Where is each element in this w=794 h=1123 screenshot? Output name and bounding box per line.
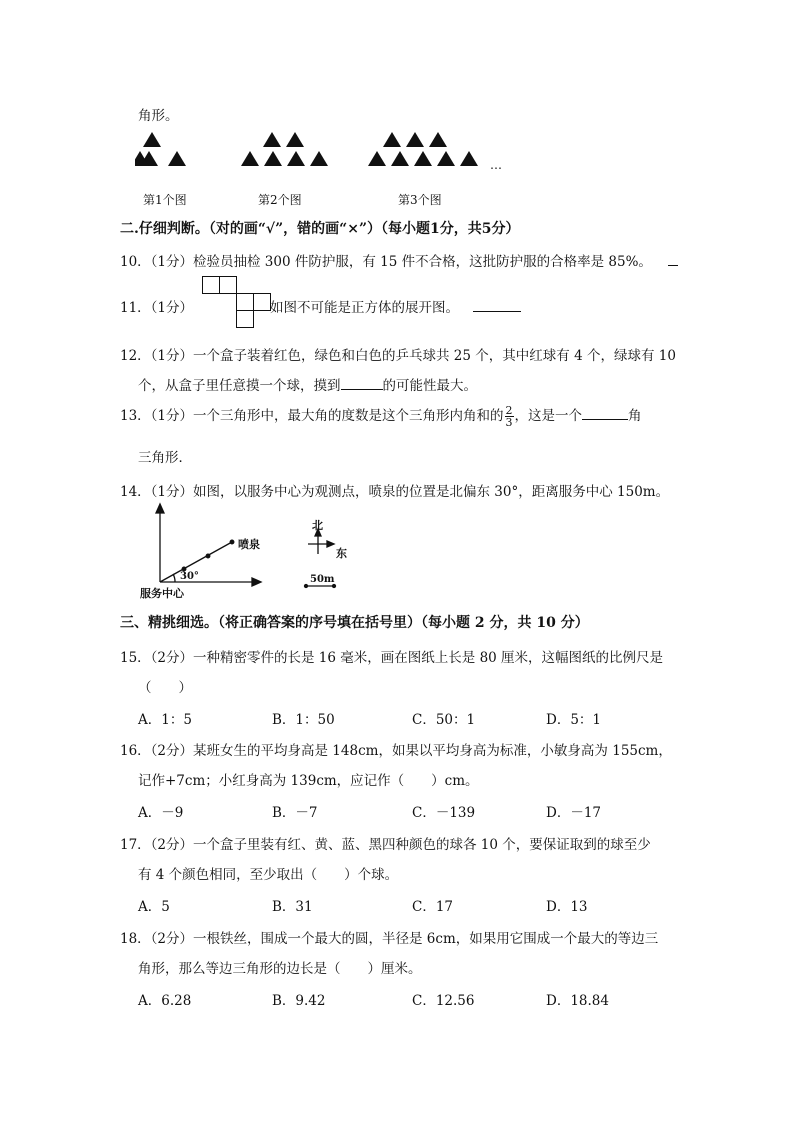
pattern-ellipsis: … bbox=[490, 158, 502, 172]
answer-blank[interactable] bbox=[341, 375, 383, 390]
fraction bbox=[505, 405, 514, 428]
option-c[interactable]: C．12.56 bbox=[412, 993, 475, 1009]
fraction-denominator: 3 bbox=[505, 416, 513, 429]
option-d[interactable]: D．18.84 bbox=[546, 993, 609, 1009]
scale-label: 50m bbox=[310, 574, 335, 585]
question-11-prefix: 11．（1分） bbox=[120, 300, 194, 316]
question-14-text: 14．（1分）如图，以服务中心为观测点，喷泉的位置是北偏东 30°，距离服务中心 150m。 bbox=[120, 484, 670, 500]
question-13-line-2: 三角形． bbox=[138, 450, 192, 466]
section-2-title: 二.仔细判断。（对的画“√”，错的画“×”）（每小题1分，共5分） bbox=[120, 221, 520, 237]
option-c[interactable]: C．－139 bbox=[412, 805, 476, 821]
pattern-label-3: 第3个图 bbox=[398, 193, 442, 207]
triangle-pattern-figure bbox=[135, 125, 525, 210]
question-13-text-b: ，这是一个 bbox=[514, 408, 583, 424]
question-17-line-2: 有 4 个颜色相同，至少取出（ ）个球。 bbox=[138, 867, 399, 883]
question-15-line-2: （ ） bbox=[138, 680, 192, 696]
question-12-text-b: 的可能性最大。 bbox=[382, 378, 477, 394]
cube-net-figure bbox=[202, 276, 274, 330]
option-d[interactable]: D．－17 bbox=[546, 805, 602, 821]
fraction-numerator: 2 bbox=[505, 404, 513, 417]
option-b[interactable]: B．9.42 bbox=[272, 993, 326, 1009]
option-a[interactable]: A．6.28 bbox=[138, 993, 192, 1009]
question-13-text-c: 角 bbox=[628, 408, 642, 424]
option-d[interactable]: D．13 bbox=[546, 899, 588, 915]
question-11 bbox=[270, 296, 521, 316]
pattern-label-1: 第1个图 bbox=[143, 193, 187, 207]
north-label: 北 bbox=[312, 519, 323, 532]
fountain-label: 喷泉 bbox=[238, 538, 260, 551]
option-c[interactable]: C．50：1 bbox=[412, 712, 476, 728]
question-18-line-1: 18．（2分）一根铁丝，围成一个最大的圆，半径是 6cm，如果用它围成一个最大的等边三 bbox=[120, 931, 659, 947]
question-17-line-1: 17．（2分）一个盒子里装有红、黄、蓝、黑四种颜色的球各 10 个，要保证取到的球至少 bbox=[120, 837, 651, 853]
question-12-line-1: 12．（1分）一个盒子装着红色，绿色和白色的乒乓球共 25 个，其中红球有 4 个，绿球有 10 bbox=[120, 348, 676, 364]
question-12-line-2 bbox=[138, 374, 477, 394]
section-3-title: 三、精挑细选。（将正确答案的序号填在括号里）（每小题 2 分，共 10 分） bbox=[120, 615, 589, 631]
question-18-line-2: 角形，那么等边三角形的边长是（ ）厘米。 bbox=[138, 961, 422, 977]
service-center-label: 服务中心 bbox=[140, 587, 184, 600]
east-label: 东 bbox=[336, 547, 347, 560]
answer-blank[interactable] bbox=[668, 251, 678, 266]
continued-text: 角形。 bbox=[138, 108, 179, 124]
option-a[interactable]: A．1：5 bbox=[138, 712, 192, 728]
question-16-line-2: 记作+7cm；小红身高为 139cm，应记作（ ）cm。 bbox=[138, 773, 479, 789]
option-a[interactable]: A．－9 bbox=[138, 805, 184, 821]
option-b[interactable]: B．31 bbox=[272, 899, 313, 915]
option-a[interactable]: A．5 bbox=[138, 899, 170, 915]
question-15-line-1: 15．（2分）一种精密零件的长是 16 毫米，画在图纸上长是 80 厘米，这幅图纸的比例尺是 bbox=[120, 650, 664, 666]
option-c[interactable]: C．17 bbox=[412, 899, 454, 915]
question-13-text-a: 13．（1分）一个三角形中，最大角的度数是这个三角形内角和的 bbox=[120, 408, 504, 424]
pattern-label-2: 第2个图 bbox=[258, 193, 302, 207]
question-11-text: 如图不可能是正方体的展开图。 bbox=[270, 300, 459, 316]
question-10 bbox=[120, 250, 678, 270]
answer-blank[interactable] bbox=[582, 405, 628, 420]
option-b[interactable]: B．1：50 bbox=[272, 712, 335, 728]
question-12-text-a: 个，从盒子里任意摸一个球，摸到 bbox=[138, 378, 341, 394]
answer-blank[interactable] bbox=[473, 297, 521, 312]
option-b[interactable]: B．－7 bbox=[272, 805, 318, 821]
angle-label: 30° bbox=[180, 571, 199, 582]
question-10-text: 10．（1分）检验员抽检 300 件防护服，有 15 件不合格，这批防护服的合格率是 85%。 bbox=[120, 254, 652, 270]
question-16-line-1: 16．（2分）某班女生的平均身高是 148cm，如果以平均身高为标准，小敏身高为 155cm， bbox=[120, 743, 672, 759]
question-13-line-1 bbox=[120, 404, 642, 428]
option-d[interactable]: D．5：1 bbox=[546, 712, 602, 728]
